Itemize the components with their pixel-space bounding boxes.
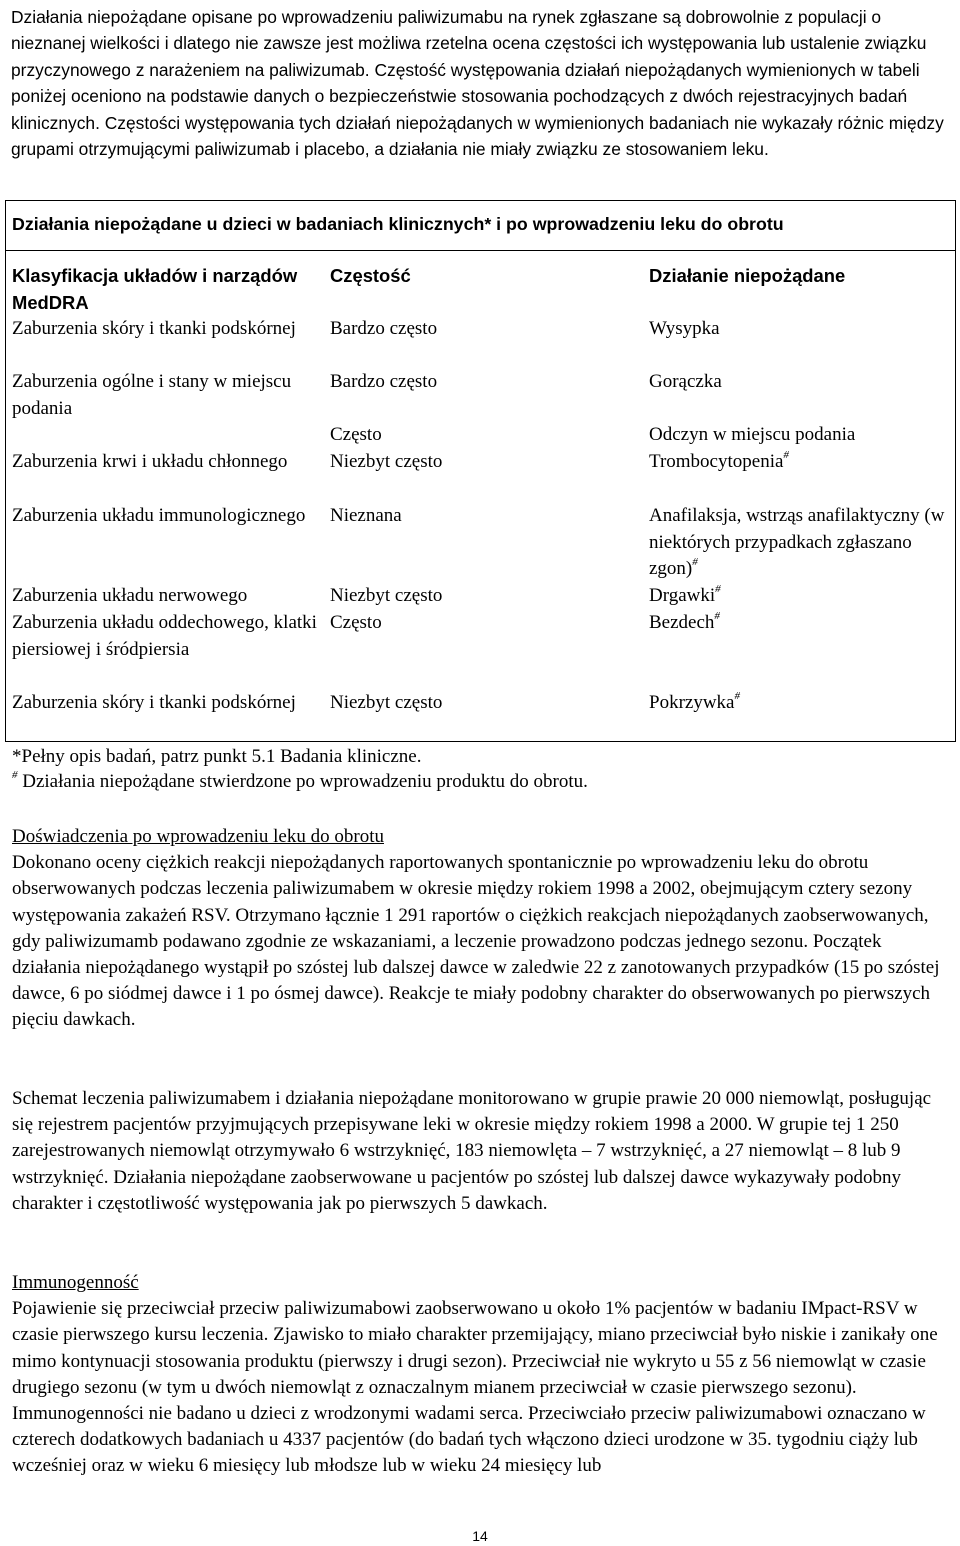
table-heading: Działania niepożądane u dzieci w badaniach klinicznych* i po wprowadzeniu leku do obrotu (12, 214, 784, 234)
intro-paragraph: Działania niepożądane opisane po wprowadzeniu paliwizumabu na rynek zgłaszane są dobrowolnie z populacji o nieznanej wielkości i dlatego nie zawsze jest możliwa rzetelna ocena częstości ich występowania lub ustalenie związku przyczynowego z narażeniem na paliwizumab. Częstość występowania działań niepożądanych wymienionych w tabeli poniżej oceniono na podstawie danych o bezpieczeństwie stosowania pochodzących z dwóch rejestracyjnych badań klinicznych. Częstości występowania tych działań niepożądanych w wymienionych badaniach nie wykazały różnic między grupami otrzymującymi paliwizumab i placebo, a działania nie miały związku ze stosowaniem leku. (11, 7, 944, 160)
table-divider (5, 250, 956, 251)
row-reaction (649, 610, 949, 690)
intro-section (11, 4, 951, 162)
header-frequency: Częstość (330, 265, 411, 286)
row-soc: Zaburzenia krwi i układu chłonnego (12, 451, 288, 472)
table-row (12, 610, 950, 690)
postmarketing-title: Doświadczenia po wprowadzeniu leku do obrotu (12, 826, 384, 847)
reaction-text: Wysypka (649, 318, 720, 339)
footnote-star: *Pełny opis badań, patrz punkt 5.1 Badania kliniczne. (12, 746, 422, 767)
table-row (12, 690, 950, 743)
table-row (12, 369, 950, 422)
reaction-text: Bezdech (649, 612, 715, 633)
reaction-text: Pokrzywka (649, 692, 735, 713)
table-footnotes (12, 744, 952, 794)
row-frequency: Niezbyt często (330, 451, 443, 472)
header-soc: Klasyfikacja układów i narządów MedDRA (12, 265, 298, 313)
row-reaction (649, 422, 949, 449)
reaction-text: Anafilaksja, wstrząs anafilaktyczny (w niektórych przypadkach zgłaszano zgon) (649, 505, 945, 579)
post-marketing-mark: # (692, 556, 698, 568)
adverse-reactions-table (12, 263, 950, 743)
post-marketing-mark: # (714, 610, 720, 622)
row-reaction (649, 316, 949, 369)
post-marketing-mark: # (734, 690, 740, 702)
row-frequency: Często (330, 424, 382, 445)
row-frequency: Niezbyt często (330, 585, 443, 606)
post-marketing-mark: # (715, 583, 721, 595)
immunogenicity-section (12, 1270, 952, 1480)
row-frequency: Nieznana (330, 505, 402, 526)
immunogenicity-title: Immunogenność (12, 1272, 139, 1293)
row-soc: Zaburzenia układu oddechowego, klatki piersiowej i śródpiersia (12, 612, 317, 660)
table-row (12, 316, 950, 369)
table-row (12, 449, 950, 503)
row-reaction (649, 369, 949, 422)
post-marketing-mark: # (783, 449, 789, 461)
footnote-hash (12, 769, 952, 794)
row-soc: Zaburzenia skóry i tkanki podskórnej (12, 318, 296, 339)
table-row (12, 583, 950, 610)
row-frequency: Bardzo często (330, 371, 438, 392)
reaction-text: Gorączka (649, 371, 722, 392)
reaction-text: Odczyn w miejscu podania (649, 424, 856, 445)
header-reaction: Działanie niepożądane (649, 265, 846, 286)
row-frequency: Bardzo często (330, 318, 438, 339)
row-reaction (649, 449, 949, 503)
hash-mark: # (12, 769, 18, 781)
table-row (12, 503, 950, 583)
row-soc: Zaburzenia ogólne i stany w miejscu podania (12, 371, 292, 419)
row-soc: Zaburzenia skóry i tkanki podskórnej (12, 692, 296, 713)
row-reaction (649, 583, 949, 610)
row-reaction (649, 690, 949, 743)
footnote-hash-text: Działania niepożądane stwierdzone po wprowadzeniu produktu do obrotu. (17, 771, 588, 792)
postmarketing-paragraph-2: Schemat leczenia paliwizumabem i działania niepożądane monitorowano w grupie prawie 20 000 niemowląt, posługując się rejestrem pacjentów przyjmujących przepisywane leki w okresie między rokiem 1998 a 2000. W grupie tej 1 250 zarejestrowanych niemowląt otrzymywało 6 wstrzyknięć, 183 niemowlęta – 7 wstrzyknięć, a 27 niemowląt – 8 lub 9 wstrzyknięć. Działania niepożądane zaobserwowane u pacjentów po szóstej lub dalszej dawce wykazywały podobny charakter i częstotliwość występowania jak po pierwszych 5 dawkach. (12, 1088, 932, 1214)
postmarketing-section (12, 824, 952, 1034)
row-soc (12, 422, 330, 449)
postmarketing-paragraph-1: Dokonano oceny ciężkich reakcji niepożądanych raportowanych spontanicznie po wprowadzeniu leku do obrotu obserwowanych podczas leczenia paliwizumabem w okresie między rokiem 1998 a 2002, obejmującym cztery sezony występowania zakażeń RSV. Otrzymano łącznie 1 291 raportów o ciężkich reakcjach niepożądanych zaobserwowanych, gdy paliwizumamb podawano zgodnie ze wskazaniami, a leczenie prowadzono podczas jednego sezonu. Początek działania niepożądanego wystąpił po szóstej lub dalszej dawce w zaledwie 22 z zanotowanych przypadków (15 po szóstej dawce, 6 po siódmej dawce i 1 po ósmej dawce). Reakcje te miały podobny charakter do obserwowanych po pierwszych pięciu dawkach. (12, 852, 940, 1031)
reaction-text: Trombocytopenia (649, 451, 784, 472)
row-soc: Zaburzenia układu nerwowego (12, 585, 248, 606)
table-row (12, 422, 950, 449)
row-frequency: Niezbyt często (330, 692, 443, 713)
row-reaction (649, 503, 949, 583)
row-frequency: Często (330, 612, 382, 633)
row-soc: Zaburzenia układu immunologicznego (12, 505, 306, 526)
immunogenicity-paragraph: Pojawienie się przeciwciał przeciw paliwizumabowi zaobserwowano u około 1% pacjentów w badaniu IMpact-RSV w czasie pierwszego kursu leczenia. Zjawisko to miało charakter przemijający, miano przeciwciał było niskie i zanikały one mimo kontynuacji stosowania produktu (pierwszy i drugi sezon). Przeciwciał nie wykryto u 55 z 56 niemowląt w czasie drugiego sezonu (w tym u dwóch niemowląt z oznaczalnym mianem przeciwciał w czasie pierwszego sezonu). Immunogenności nie badano u dzieci z wrodzonymi wadami serca. Przeciwciało przeciw paliwizumabowi oznaczano w czterech dodatkowych badaniach u 4337 pacjentów (do badań tych włączono dzieci urodzone w 35. tygodniu ciąży lub wcześniej oraz w wieku 6 miesięcy lub młodsze lub w wieku 24 miesięcy lub (12, 1298, 938, 1477)
postmarketing-registry-section (12, 1086, 952, 1217)
page-number: 14 (472, 1528, 488, 1544)
reaction-text: Drgawki (649, 585, 716, 606)
table-header-row (12, 263, 950, 316)
